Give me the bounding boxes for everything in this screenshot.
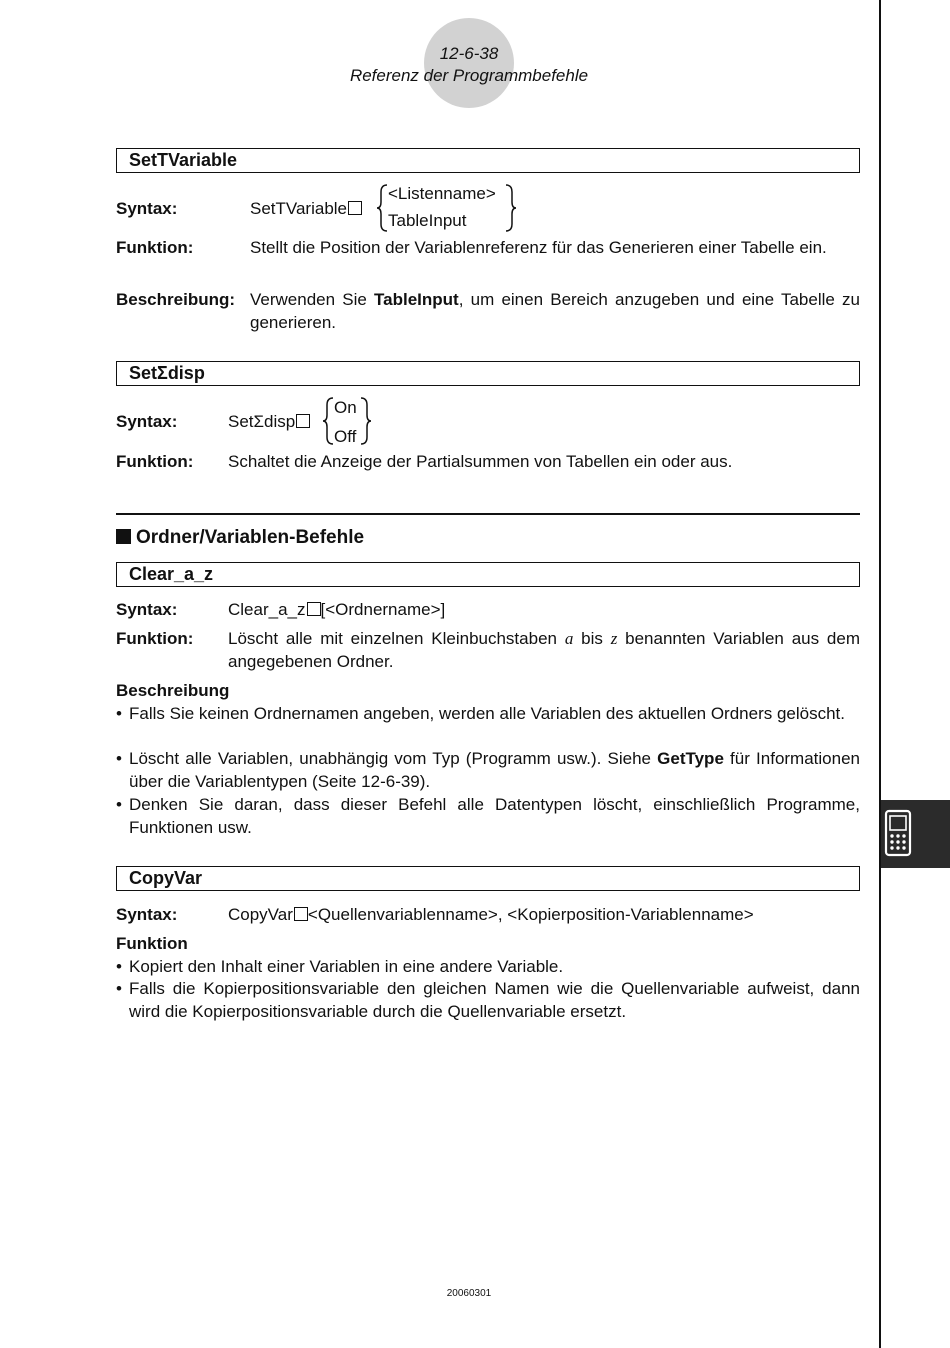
item-text: Löscht alle Variablen, unabhängig vom Typ (Programm usw.). Siehe <box>129 749 658 768</box>
space-symbol-icon <box>296 414 310 428</box>
copyvar-command: CopyVar <box>228 905 293 924</box>
bullet: • <box>116 979 122 998</box>
settvariable-syntax <box>250 197 362 220</box>
list-item <box>116 977 860 1023</box>
space-symbol-icon <box>307 602 321 616</box>
clear-argument: [<Ordnername>] <box>320 600 446 619</box>
settvariable-syntax-label: Syntax: <box>116 199 178 218</box>
setsdisp-syntax-label: Syntax: <box>116 412 178 431</box>
section-title: Ordner/Variablen-Befehle <box>136 527 365 548</box>
space-symbol-icon <box>294 907 308 921</box>
list-item-text: Falls die Kopierpositionsvariable den gleichen Namen wie die Quellenvariable aufweist, dann wird die Kopierpositionsvariable durch die Quellenvariable ersetzt. <box>129 979 860 1021</box>
square-bullet-icon <box>116 529 131 544</box>
desc-text: Verwenden Sie <box>250 290 375 309</box>
gettype-keyword: GetType <box>657 749 724 768</box>
copyvar-funktion-label: Funktion <box>116 934 188 953</box>
list-item <box>116 955 860 978</box>
chapter-tab <box>881 800 950 868</box>
clear-funktion-label: Funktion: <box>116 629 194 648</box>
setsdisp-funktion-label: Funktion: <box>116 452 194 471</box>
clear-heading-box <box>116 562 860 587</box>
calculator-icon <box>881 800 950 868</box>
funktion-text: benannten Variablen aus dem angegebenen Ordner. <box>228 629 860 671</box>
var-z: z <box>610 629 618 648</box>
clear-command: Clear_a_z <box>228 600 306 619</box>
list-item <box>116 793 860 839</box>
list-item-text: Kopiert den Inhalt einer Variablen in eine andere Variable. <box>129 957 564 976</box>
copyvar-syntax-label: Syntax: <box>116 905 178 924</box>
footer-code: 20060301 <box>446 1288 492 1299</box>
settvariable-option-2: TableInput <box>388 211 467 230</box>
setsdisp-heading-box <box>116 361 860 386</box>
list-item <box>116 702 860 725</box>
clear-funktion <box>228 627 860 673</box>
funktion-text: bis <box>573 629 611 648</box>
list-item-text: Falls Sie keinen Ordnernamen angeben, werden alle Variablen des aktuellen Ordners gelöscht. <box>129 704 846 723</box>
settvariable-beschreibung <box>250 288 860 334</box>
list-item <box>116 747 860 793</box>
setsdisp-command: SetΣdisp <box>228 412 296 431</box>
bullet: • <box>116 749 122 768</box>
settvariable-option-1: <Listenname> <box>388 184 496 203</box>
page-title: Referenz der Programmbefehle <box>349 66 589 85</box>
copyvar-argument: <Quellenvariablenname>, <Kopierposition-Variablenname> <box>307 905 754 924</box>
var-a: a <box>564 629 574 648</box>
setsdisp-syntax <box>228 410 310 433</box>
settvariable-heading: SetTVariable <box>129 150 238 170</box>
bullet: • <box>116 795 122 814</box>
item-text: für Informationen über die Variablentypen (Seite 12-6-39). <box>129 749 860 791</box>
copyvar-heading: CopyVar <box>129 868 203 888</box>
setsdisp-option-off: Off <box>334 427 357 446</box>
right-brace-icon <box>503 184 517 232</box>
setsdisp-funktion: Schaltet die Anzeige der Partialsummen von Tabellen ein oder aus. <box>228 452 733 471</box>
settvariable-funktion-label: Funktion: <box>116 238 194 257</box>
clear-syntax-label: Syntax: <box>116 600 178 619</box>
page-number: 12-6-38 <box>439 44 499 63</box>
funktion-text: Löscht alle mit einzelnen Kleinbuchstaben <box>228 629 565 648</box>
desc-text: , um einen Bereich anzugeben und eine Tabelle zu generieren. <box>250 290 860 332</box>
setsdisp-heading: SetΣdisp <box>129 363 205 383</box>
settvariable-heading-box <box>116 148 860 173</box>
section-divider <box>116 513 860 515</box>
space-symbol-icon <box>348 201 362 215</box>
setsdisp-option-on: On <box>334 398 357 417</box>
clear-beschreibung-label: Beschreibung <box>116 681 230 700</box>
tableinput-keyword: TableInput <box>374 290 459 309</box>
page-edge-line <box>879 0 881 1348</box>
copyvar-heading-box <box>116 866 860 891</box>
list-item-text <box>129 747 860 793</box>
right-brace-icon <box>358 397 372 445</box>
list-item-text: Denken Sie daran, dass dieser Befehl alle Datentypen löscht, einschließlich Programme, Funktionen usw. <box>129 795 860 837</box>
bullet: • <box>116 704 122 723</box>
clear-heading: Clear_a_z <box>129 564 214 584</box>
bullet: • <box>116 957 122 976</box>
settvariable-beschreibung-label: Beschreibung: <box>116 290 236 309</box>
settvariable-command: SetTVariable <box>250 199 348 218</box>
clear-syntax <box>228 598 445 621</box>
section-heading <box>116 527 364 549</box>
copyvar-syntax <box>228 903 754 926</box>
settvariable-funktion: Stellt die Position der Variablenreferenz für das Generieren einer Tabelle ein. <box>250 238 827 257</box>
